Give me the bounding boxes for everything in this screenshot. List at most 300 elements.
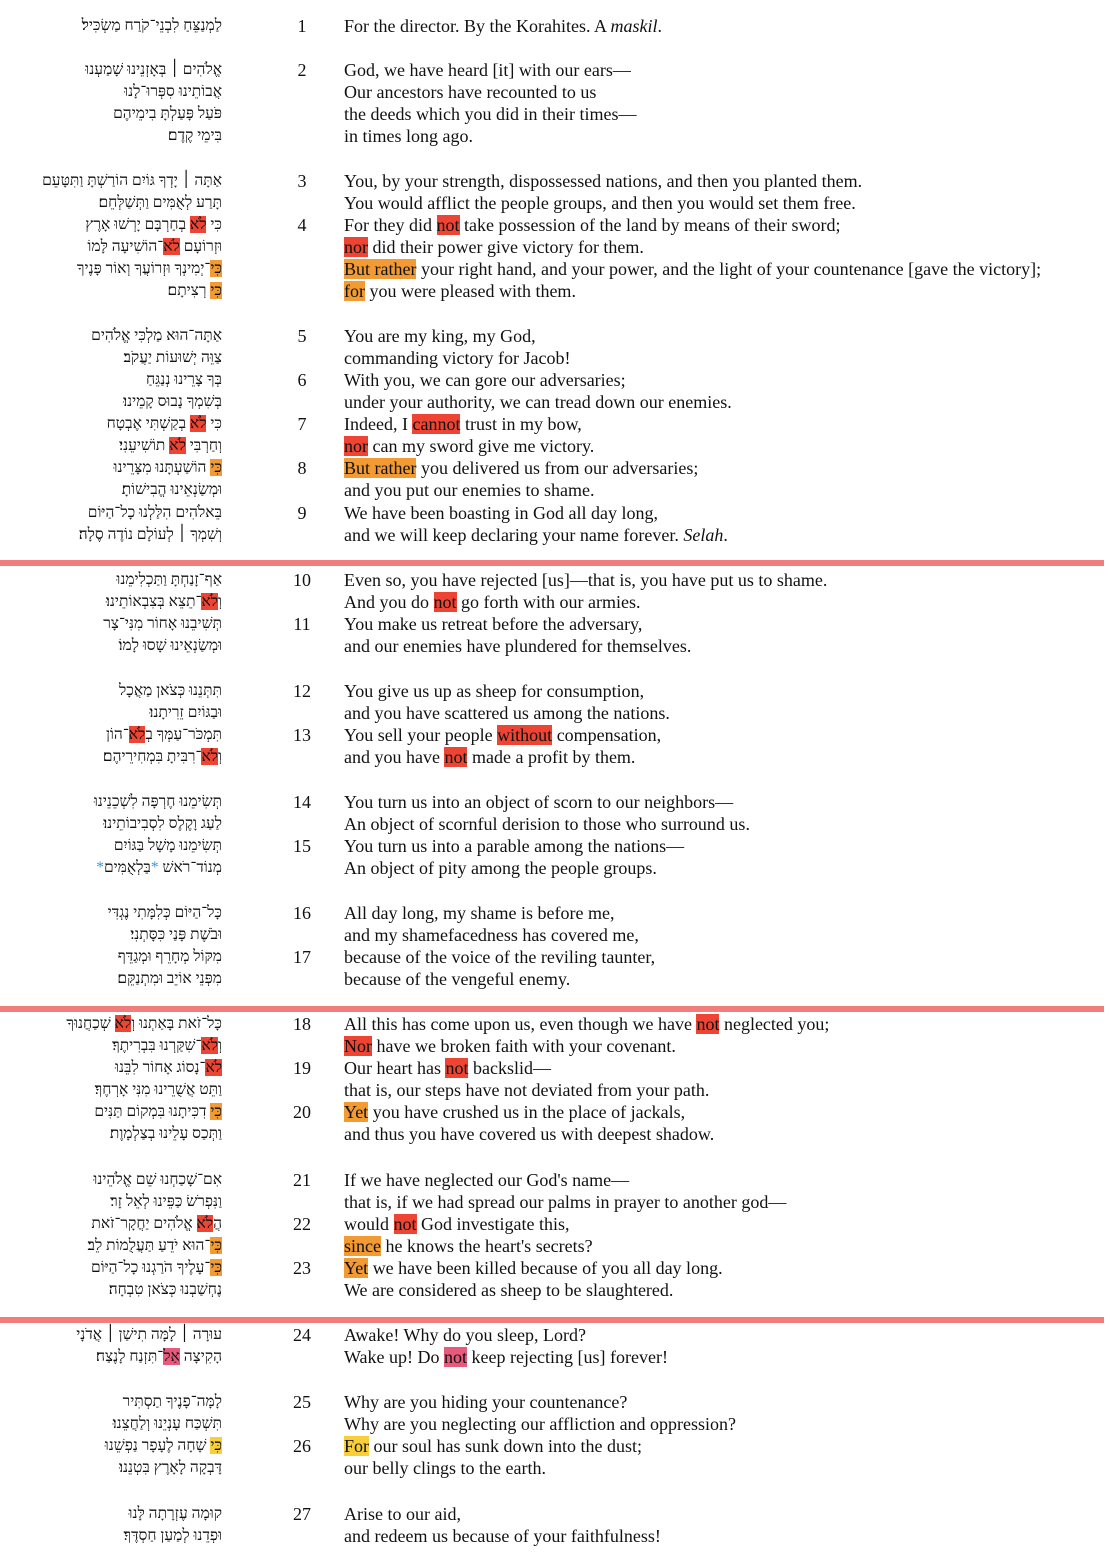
verse-number: 8 xyxy=(297,458,307,478)
asterisk-marker: * xyxy=(150,859,159,876)
english-translation xyxy=(344,236,644,258)
text-segment: וְחַרְבִּי xyxy=(185,437,222,454)
text-segment: וְ xyxy=(218,1037,222,1054)
text-segment: ־הוּא יֹדֵעַ תַּעֲלֻמוֹת לֵב׃ xyxy=(87,1237,211,1254)
hebrew-text xyxy=(42,170,222,192)
text-segment: וּפְדֵנוּ לְמַעַן חַסְדֶּךָ׃ xyxy=(123,1527,222,1544)
hebrew-text xyxy=(168,280,222,302)
english-translation xyxy=(344,1435,642,1457)
english-translation xyxy=(344,502,658,524)
verse-line xyxy=(0,613,1110,635)
hebrew-text xyxy=(114,457,222,479)
hebrew-text xyxy=(103,813,222,835)
hebrew-text xyxy=(109,1279,222,1301)
verse-number: 14 xyxy=(293,792,311,812)
highlighted-word: לֹא xyxy=(201,748,219,765)
english-translation xyxy=(344,1413,736,1435)
english-translation xyxy=(344,59,631,81)
highlighted-word: But rather xyxy=(344,259,417,279)
verse-line xyxy=(0,1525,1110,1547)
text-segment: בְחַרְבָּם יָרְשׁוּ אָרֶץ xyxy=(85,216,190,233)
highlighted-word: לֹא xyxy=(205,1059,222,1076)
english-translation xyxy=(344,902,614,924)
english-translation xyxy=(344,1235,593,1257)
verse-number: 3 xyxy=(297,171,307,191)
highlighted-word: לֹא xyxy=(201,1037,219,1054)
english-translation xyxy=(344,702,670,724)
verse-number: 13 xyxy=(293,725,311,745)
section-divider xyxy=(0,560,1104,566)
highlighted-word: nor xyxy=(344,436,368,456)
hebrew-text xyxy=(119,680,222,702)
text-segment: he knows the heart's secrets? xyxy=(380,1236,593,1256)
verse-line xyxy=(0,1057,1110,1079)
text-segment: אֱלֹהִים יַחֲקָר־זֹאת xyxy=(91,1215,197,1232)
hebrew-text xyxy=(96,1346,222,1368)
text-segment: go forth with our armies. xyxy=(456,592,641,612)
highlighted-word: without xyxy=(497,725,553,745)
text-segment: trust in my bow, xyxy=(460,414,582,434)
highlighted-word: כִּי xyxy=(210,1437,222,1454)
text-segment: שְׁכַחֲנוּךָ xyxy=(66,1015,115,1032)
verse-number: 27 xyxy=(293,1504,311,1524)
verse-number: 15 xyxy=(293,836,311,856)
english-translation xyxy=(344,591,640,613)
english-translation xyxy=(344,1057,551,1079)
verse-line xyxy=(0,791,1110,813)
text-segment: וּמְשַׂנְאֵינוּ שָׁסוּ לָמוֹ׃ xyxy=(118,637,222,654)
verse-number: 19 xyxy=(293,1058,311,1078)
text-segment: compensation, xyxy=(552,725,662,745)
hebrew-text xyxy=(168,125,222,147)
text-segment: בְּךָ צָרֵינוּ נְנַגֵּחַ xyxy=(145,371,222,388)
asterisk-marker: * xyxy=(96,859,104,876)
hebrew-text xyxy=(94,1101,222,1123)
english-translation xyxy=(344,1035,676,1057)
hebrew-text xyxy=(123,1525,222,1547)
text-segment: ־רִבִּיתָ בִּמְחִירֵיהֶם׃ xyxy=(102,748,202,765)
text-segment: לַעַג וָקֶלֶס לִסְבִיבוֹתֵינוּ׃ xyxy=(103,815,222,832)
hebrew-text xyxy=(93,1169,222,1191)
text-segment: commanding victory for Jacob! xyxy=(344,348,571,368)
english-translation xyxy=(344,280,576,302)
hebrew-text xyxy=(117,968,222,990)
text-segment: אַתָּה־הוּא מַלְכִּי אֱלֹהִים xyxy=(91,327,222,344)
english-translation xyxy=(344,413,582,435)
text-segment: וּמְשַׂנְאֵינוּ הֱבִישׁוֹתָ׃ xyxy=(121,481,222,498)
verse-line xyxy=(0,1191,1110,1213)
english-translation xyxy=(344,680,644,702)
verse-number: 20 xyxy=(293,1102,311,1122)
highlighted-word: Yet xyxy=(344,1258,369,1278)
english-translation xyxy=(344,369,626,391)
text-segment: And you do xyxy=(344,592,434,612)
highlighted-word: nor xyxy=(344,237,368,257)
english-translation xyxy=(344,1324,586,1346)
verse-line xyxy=(0,635,1110,657)
highlighted-word: כִּי xyxy=(210,459,222,476)
text-segment: כָּל־זֹאת בָּאַתְנוּ וְ xyxy=(131,1015,222,1032)
text-segment: we have been killed because of you all day long. xyxy=(368,1258,723,1278)
verse-line xyxy=(0,1123,1110,1145)
highlighted-word: כִּי xyxy=(210,1237,222,1254)
text-segment: You, by your strength, dispossessed nations, and then you planted them. xyxy=(344,171,863,191)
verse-number: 9 xyxy=(297,503,307,523)
hebrew-text xyxy=(119,635,222,657)
verse-line xyxy=(0,59,1110,81)
text-segment: דָּבְקָה לָאָרֶץ בִּטְנֵנוּ׃ xyxy=(118,1459,222,1476)
text-segment: keep rejecting [us] forever! xyxy=(467,1347,668,1367)
verse-line xyxy=(0,680,1110,702)
text-segment: וְ xyxy=(218,748,222,765)
english-translation xyxy=(344,1079,709,1101)
hebrew-text xyxy=(112,1035,222,1057)
hebrew-text xyxy=(88,1235,222,1257)
english-translation xyxy=(344,569,827,591)
verse-number: 25 xyxy=(293,1392,311,1412)
text-segment: You would afflict the people groups, and then you would set them free. xyxy=(344,193,856,213)
text-segment: You make us retreat before the adversary, xyxy=(344,614,643,634)
english-translation xyxy=(344,968,570,990)
text-segment: תִּשְׁכַּח עָנְיֵנוּ וְלַחֲצֵנוּ׃ xyxy=(112,1415,222,1432)
text-segment: תְּשִׂימֵנוּ חֶרְפָּה לִשְׁכֵנֵינוּ xyxy=(93,793,222,810)
highlighted-word: since xyxy=(344,1236,381,1256)
verse-number: 18 xyxy=(293,1014,311,1034)
text-segment: וַנִּפְרֹשׂ כַּפֵּינוּ לְאֵל זָר׃ xyxy=(110,1193,222,1210)
text-segment: לָמָּה־פָנֶיךָ תַסְתִּיר xyxy=(122,1393,222,1410)
text-segment: Even so, you have rejected [us]—that is, you have put us to shame. xyxy=(344,570,828,590)
text-segment: in times long ago. xyxy=(344,126,473,146)
highlighted-word: cannot xyxy=(412,414,461,434)
highlighted-word: For xyxy=(344,1436,370,1456)
verse-line xyxy=(0,125,1110,147)
verse-line xyxy=(0,103,1110,125)
verse-number: 11 xyxy=(293,614,311,634)
hebrew-text xyxy=(113,1413,222,1435)
text-segment: שָׁחָה לֶעָפָר נַפְשֵׁנוּ xyxy=(104,1437,211,1454)
english-translation xyxy=(344,946,655,968)
highlighted-word: כִּי xyxy=(210,1103,222,1120)
text-segment: כִּי xyxy=(206,415,222,432)
verse-line xyxy=(0,369,1110,391)
highlighted-word: כִּי xyxy=(210,282,222,299)
text-segment: neglected you; xyxy=(719,1014,830,1034)
verse-line xyxy=(0,813,1110,835)
text-segment: אִם־שָׁכַחְנוּ שֵׁם אֱלֹהֵינוּ xyxy=(93,1171,222,1188)
text-segment: כִּי xyxy=(206,216,222,233)
text-segment: בְּשִׁמְךָ נָבוּס קָמֵינוּ׃ xyxy=(123,393,222,410)
verse-line xyxy=(0,946,1110,968)
text-segment: תְּשִׂימֵנוּ מָשָׁל בַּגּוֹיִם xyxy=(113,837,222,854)
text-segment: and my shamefacedness has covered me, xyxy=(344,925,639,945)
text-segment: Our ancestors have recounted to us xyxy=(344,82,597,102)
verse-line xyxy=(0,236,1110,258)
text-segment: and redeem us because of your faithfulness! xyxy=(344,1526,661,1546)
text-segment: God, we have heard [it] with our ears— xyxy=(344,60,631,80)
verse-number: 7 xyxy=(297,414,307,434)
hebrew-text xyxy=(85,59,222,81)
english-translation xyxy=(344,125,473,147)
text-segment: תְּשִׁיבֵנוּ אָחוֹר מִנִּי־צָר xyxy=(103,615,222,632)
text-segment: וְשִׁמְךָ ׀ לְעוֹלָם נוֹדֶה סֶלָה׃ xyxy=(78,526,222,543)
english-translation xyxy=(344,81,596,103)
verse-line xyxy=(0,1257,1110,1279)
highlighted-word: not xyxy=(445,1058,469,1078)
text-segment: ־שִׁקַּרְנוּ בִּבְרִיתֶךָ׃ xyxy=(112,1037,202,1054)
text-segment: Indeed, I xyxy=(344,414,413,434)
highlighted-word: Nor xyxy=(344,1036,372,1056)
verse-line xyxy=(0,1235,1110,1257)
text-segment: אֱלֹהִים ׀ בְּאָזְנֵינוּ שָׁמַעְנוּ xyxy=(85,61,222,78)
text-segment: הָקִיצָה xyxy=(179,1348,222,1365)
english-translation xyxy=(344,1101,685,1123)
text-segment: ־הוֹן xyxy=(105,726,129,743)
hebrew-text xyxy=(110,1191,222,1213)
hebrew-text xyxy=(130,924,222,946)
text-segment: our belly clings to the earth. xyxy=(344,1458,546,1478)
text-segment: because of the voice of the reviling taunter, xyxy=(344,947,656,967)
text-segment: our soul has sunk down into the dust; xyxy=(369,1436,643,1456)
text-segment: We have been boasting in God all day long, xyxy=(344,503,658,523)
text-segment: תִּתְּנֵנוּ כְּצֹאן מַאֲכָל xyxy=(119,682,222,699)
hebrew-text xyxy=(106,591,222,613)
english-translation xyxy=(344,347,570,369)
hebrew-text xyxy=(119,435,222,457)
text-segment: בִּימֵי קֶדֶם׃ xyxy=(167,127,222,144)
english-translation xyxy=(344,524,728,546)
verse-number: 23 xyxy=(293,1258,311,1278)
text-segment: הוֹשַׁעְתָּנוּ מִצָּרֵינוּ xyxy=(113,459,211,476)
highlighted-word: not xyxy=(436,215,460,235)
verse-line xyxy=(0,1435,1110,1457)
english-translation xyxy=(344,325,536,347)
text-segment: you delivered us from our adversaries; xyxy=(416,458,699,478)
hebrew-text xyxy=(94,791,222,813)
hebrew-text xyxy=(77,258,222,280)
verse-number: 4 xyxy=(297,215,307,235)
english-translation xyxy=(344,813,750,835)
highlighted-word: לֹא xyxy=(169,437,186,454)
hebrew-text xyxy=(91,325,222,347)
text-segment: הֲ xyxy=(213,1215,222,1232)
verse-line xyxy=(0,1079,1110,1101)
text-segment: בַּלְאֻמִּים xyxy=(103,859,151,876)
english-translation xyxy=(344,724,661,746)
hebrew-text xyxy=(118,946,222,968)
verse-line xyxy=(0,502,1110,524)
verse-number: 2 xyxy=(297,60,307,80)
verse-line xyxy=(0,702,1110,724)
verse-line xyxy=(0,280,1110,302)
text-segment: ־תֵצֵא בְּצִבְאוֹתֵינוּ׃ xyxy=(105,593,202,610)
hebrew-text xyxy=(119,1457,222,1479)
text-segment: For the director. By the Korahites. A xyxy=(344,16,611,36)
verse-line xyxy=(0,1324,1110,1346)
english-translation xyxy=(344,746,635,768)
text-segment: מִקּוֹל מְחָרֵף וּמְגַדֵּף xyxy=(117,948,222,965)
text-segment: וְ xyxy=(218,593,222,610)
verse-line xyxy=(0,1391,1110,1413)
verse-line xyxy=(0,457,1110,479)
hebrew-text xyxy=(82,15,222,37)
verse-line xyxy=(0,835,1110,857)
text-segment: וּבַגּוֹיִם זֵרִיתָנוּ׃ xyxy=(149,704,222,721)
text-segment: Why are you hiding your countenance? xyxy=(344,1392,628,1412)
verse-line xyxy=(0,1013,1110,1035)
text-segment: under your authority, we can tread down our enemies. xyxy=(344,392,732,412)
text-segment: קוּמָה עֶזְרָתָה לָּנוּ xyxy=(128,1505,222,1522)
text-segment: לַמְנַצֵּחַ לִבְנֵי־קֹרַח מַשְׂכִּיל׃ xyxy=(81,17,222,34)
text-segment: your right hand, and your power, and the light of your countenance [gave the victory]; xyxy=(416,259,1042,279)
text-segment: וּבֹשֶׁת פָּנַי כִּסָּתְנִי׃ xyxy=(130,926,222,943)
text-segment: תוֹשִׁיעֵנִי׃ xyxy=(119,437,170,454)
highlighted-word: לֹא xyxy=(189,216,207,233)
hebrew-text xyxy=(114,835,222,857)
text-segment: that is, if we had spread our palms in prayer to another god— xyxy=(344,1192,787,1212)
text-segment: ־יְמִינְךָ וּזְרוֹעֲךָ וְאוֹר פָּנֶיךָ xyxy=(76,260,211,277)
verse-line xyxy=(0,1346,1110,1368)
text-segment: You turn us into a parable among the nations— xyxy=(344,836,685,856)
hebrew-text xyxy=(96,857,222,879)
text-segment: אַתָּה ׀ יָדְךָ גּוֹיִם הוֹרַשְׁתָּ וַתִּטָּעֵם xyxy=(42,172,222,189)
english-translation xyxy=(344,457,698,479)
highlighted-word: לֹא xyxy=(163,238,180,255)
text-segment: made a profit by them. xyxy=(467,747,636,767)
verse-number: 21 xyxy=(293,1170,311,1190)
text-segment: You turn us into an object of scorn to our neighbors— xyxy=(344,792,734,812)
english-translation xyxy=(344,1346,668,1368)
english-translation xyxy=(344,791,733,813)
verse-line xyxy=(0,170,1110,192)
english-translation xyxy=(344,1457,546,1479)
hebrew-text xyxy=(76,1324,222,1346)
highlighted-word: לֹא xyxy=(189,415,207,432)
text-segment: and we will keep declaring your name forever. xyxy=(344,525,684,545)
hebrew-text xyxy=(98,192,222,214)
english-translation xyxy=(344,924,639,946)
highlighted-word: not xyxy=(433,592,457,612)
english-translation xyxy=(344,479,594,501)
text-segment: אַף־זָנַחְתָּ וַתַּכְלִימֵנוּ xyxy=(116,571,222,588)
text-segment: and our enemies have plundered for themselves. xyxy=(344,636,692,656)
highlighted-word: אַל xyxy=(163,1348,180,1365)
verse-line xyxy=(0,258,1110,280)
hebrew-text xyxy=(123,347,222,369)
text-segment: have we broken faith with your covenant. xyxy=(372,1036,676,1056)
english-translation xyxy=(344,170,862,192)
text-segment: maskil xyxy=(610,16,658,36)
verse-line xyxy=(0,1503,1110,1525)
verse-line xyxy=(0,968,1110,990)
verse-line xyxy=(0,1213,1110,1235)
text-segment: take possession of the land by means of their sword; xyxy=(459,215,841,235)
english-translation xyxy=(344,1257,723,1279)
english-translation xyxy=(344,1191,786,1213)
verse-line xyxy=(0,1413,1110,1435)
verse-line xyxy=(0,569,1110,591)
hebrew-text xyxy=(115,1057,222,1079)
verse-number: 10 xyxy=(293,570,311,590)
verse-line xyxy=(0,1457,1110,1479)
text-segment: תָּרַע לְאֻמִּים וַתְּשַׁלְּחֵם׃ xyxy=(98,194,222,211)
verse-line xyxy=(0,192,1110,214)
text-segment: If we have neglected our God's name— xyxy=(344,1170,630,1190)
text-segment: that is, our steps have not deviated from your path. xyxy=(344,1080,710,1100)
hebrew-text xyxy=(103,746,222,768)
highlighted-word: לֹא xyxy=(128,726,146,743)
verse-line xyxy=(0,924,1110,946)
verse-line xyxy=(0,435,1110,457)
hebrew-text xyxy=(108,902,222,924)
highlighted-word: not xyxy=(444,1347,468,1367)
section-divider xyxy=(0,1006,1104,1012)
hebrew-text xyxy=(91,1213,222,1235)
hebrew-text xyxy=(149,702,222,724)
text-segment: did their power give victory for them. xyxy=(368,237,644,257)
verse-line xyxy=(0,15,1110,37)
verse-line xyxy=(0,1169,1110,1191)
text-segment: ־הוֹשִׁיעָה לָּמוֹ xyxy=(87,238,164,255)
verse-line xyxy=(0,214,1110,236)
text-segment: . xyxy=(657,16,662,36)
verse-line xyxy=(0,479,1110,501)
english-translation xyxy=(344,835,684,857)
text-segment: because of the vengeful enemy. xyxy=(344,969,571,989)
text-segment: וַתֵּט אֲשֻׁרֵינוּ מִנִּי אָרְחֶךָ׃ xyxy=(94,1081,222,1098)
text-segment: . xyxy=(723,525,728,545)
english-translation xyxy=(344,258,1041,280)
text-segment: We are considered as sheep to be slaughtered. xyxy=(344,1280,674,1300)
verse-line xyxy=(0,724,1110,746)
text-segment: מִפְּנֵי אוֹיֵב וּמִתְנַקֵּם׃ xyxy=(117,970,222,987)
hebrew-text xyxy=(129,1503,222,1525)
english-translation xyxy=(344,857,657,879)
text-segment: Our heart has xyxy=(344,1058,446,1078)
text-segment: Selah xyxy=(683,525,724,545)
verse-number: 26 xyxy=(293,1436,311,1456)
text-segment: and you put our enemies to shame. xyxy=(344,480,595,500)
text-segment: עוּרָה ׀ לָמָּה תִישַׁן ׀ אֲדֹנָי xyxy=(76,1326,222,1343)
text-segment: can my sword give me victory. xyxy=(368,436,595,456)
hebrew-text xyxy=(105,1435,222,1457)
text-segment: You give us up as sheep for consumption, xyxy=(344,681,645,701)
english-translation xyxy=(344,1169,629,1191)
hebrew-text xyxy=(123,1391,222,1413)
highlighted-word: כִּי xyxy=(210,1259,222,1276)
text-segment: Arise to our aid, xyxy=(344,1504,461,1524)
hebrew-text xyxy=(124,81,222,103)
verse-line xyxy=(0,1035,1110,1057)
text-segment: Awake! Why do you sleep, Lord? xyxy=(344,1325,586,1345)
text-segment: פֹּעַל פָּעַלְתָּ בִימֵיהֶם xyxy=(113,105,222,122)
text-segment: An object of scornful derision to those who surround us. xyxy=(344,814,750,834)
highlighted-word: Yet xyxy=(344,1102,369,1122)
hebrew-text xyxy=(107,413,222,435)
verse-number: 12 xyxy=(293,681,311,701)
text-segment: All day long, my shame is before me, xyxy=(344,903,615,923)
english-translation xyxy=(344,1391,627,1413)
english-translation xyxy=(344,391,732,413)
text-segment: For they did xyxy=(344,215,437,235)
text-segment: תִּמְכֹּר־עַמְּךָ בְ xyxy=(145,726,222,743)
highlighted-word: כִּי xyxy=(210,260,222,277)
verse-number: 22 xyxy=(293,1214,311,1234)
text-segment: כָּל־הַיּוֹם כְּלִמָּתִי נֶגְדִּי xyxy=(107,904,222,921)
hebrew-text xyxy=(91,1257,222,1279)
english-translation xyxy=(344,1213,570,1235)
verse-line xyxy=(0,1279,1110,1301)
hebrew-text xyxy=(110,1123,222,1145)
